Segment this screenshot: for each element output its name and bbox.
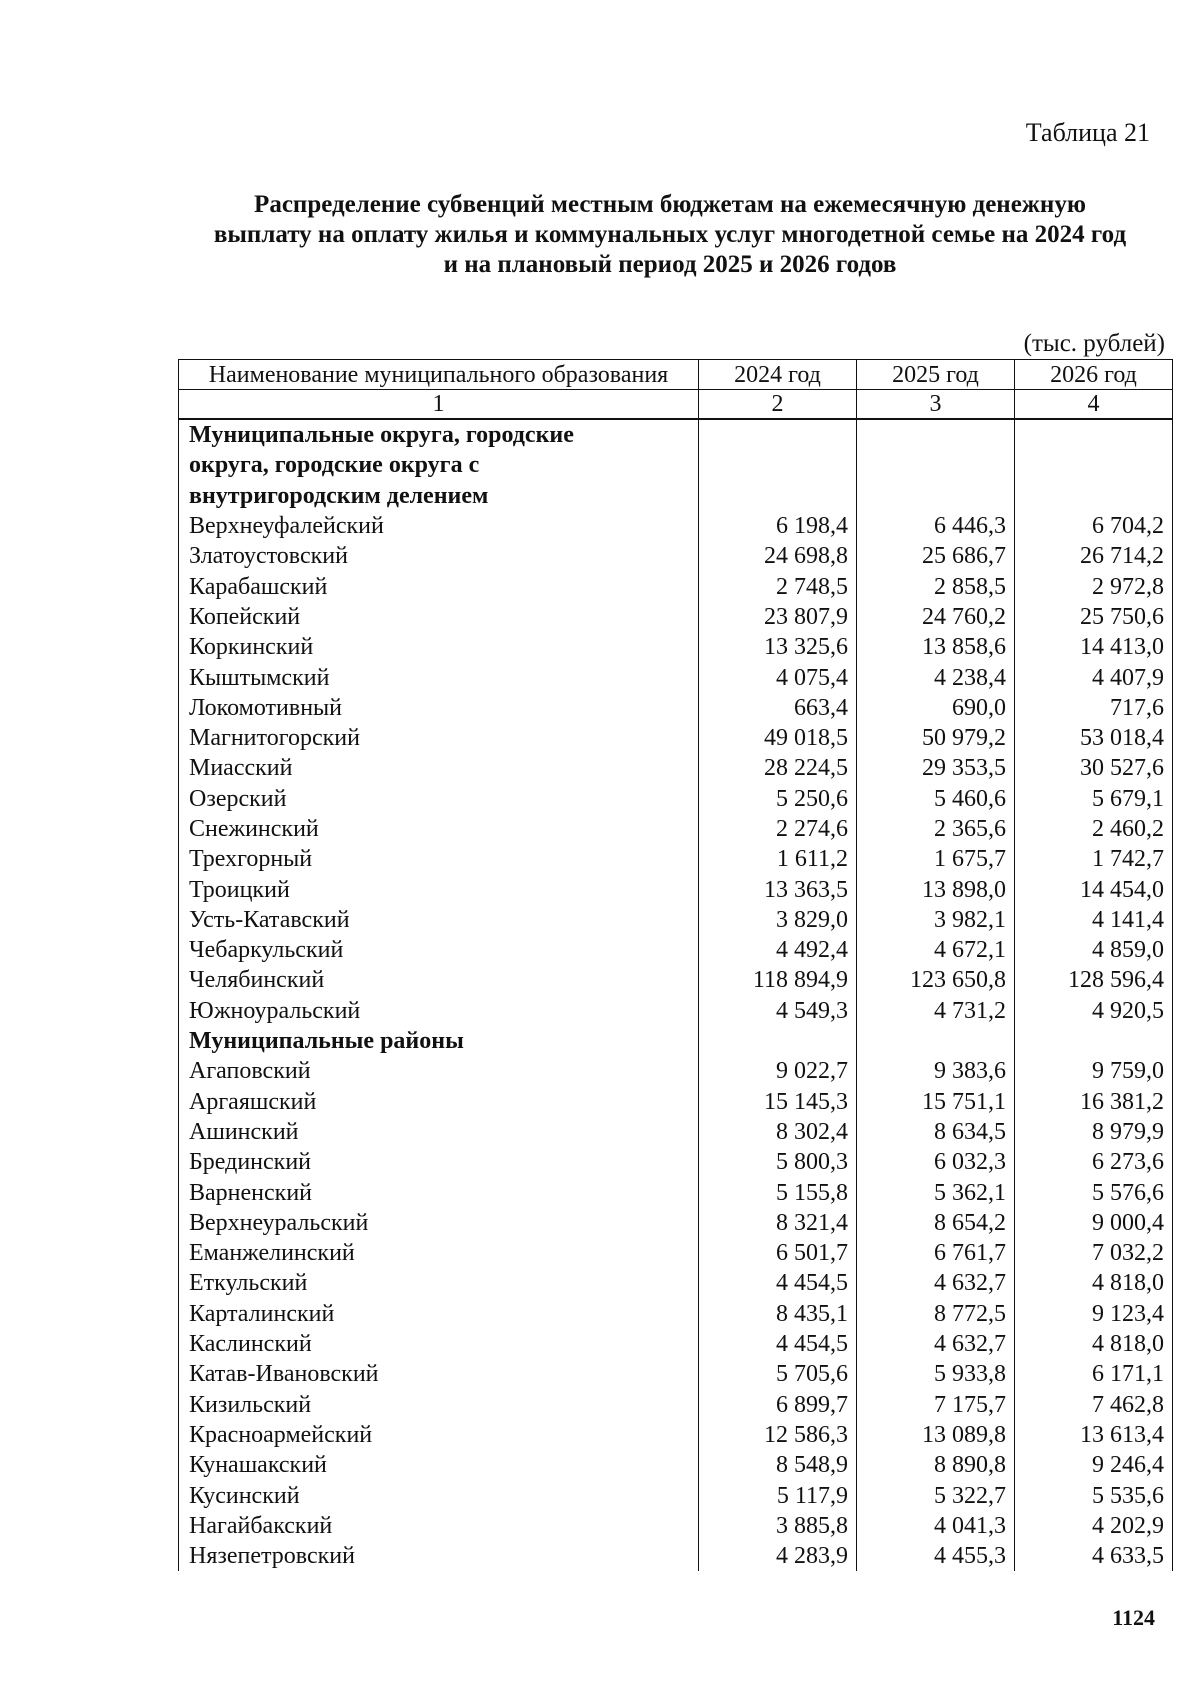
value-2026: 4 202,9	[1015, 1511, 1173, 1541]
municipality-name: Муниципальные округа, городские	[179, 419, 699, 450]
value-2024: 6 198,4	[699, 511, 857, 541]
value-2025: 4 672,1	[857, 935, 1015, 965]
value-2026: 4 920,5	[1015, 996, 1173, 1026]
value-2025: 13 898,0	[857, 874, 1015, 904]
municipality-name: Красноармейский	[179, 1420, 699, 1450]
municipality-name: Снежинский	[179, 814, 699, 844]
municipality-name: Варненский	[179, 1177, 699, 1207]
table-row	[179, 1147, 1173, 1177]
value-2024: 6 501,7	[699, 1238, 857, 1268]
value-2025: 29 353,5	[857, 753, 1015, 783]
table-row	[179, 996, 1173, 1026]
value-2026: 30 527,6	[1015, 753, 1173, 783]
column-number: 1	[179, 390, 699, 420]
municipality-name: Златоустовский	[179, 541, 699, 571]
table-row	[179, 1359, 1173, 1389]
value-2025	[857, 419, 1015, 450]
subvention-table	[178, 359, 1173, 1571]
value-2025: 8 890,8	[857, 1450, 1015, 1480]
municipality-name: Магнитогорский	[179, 723, 699, 753]
value-2025: 5 322,7	[857, 1480, 1015, 1510]
municipality-name: Троицкий	[179, 874, 699, 904]
value-2026: 2 972,8	[1015, 571, 1173, 601]
municipality-name: Трехгорный	[179, 844, 699, 874]
header-row	[179, 360, 1173, 390]
municipality-name: Усть-Катавский	[179, 905, 699, 935]
value-2024	[699, 419, 857, 450]
value-2025: 7 175,7	[857, 1390, 1015, 1420]
municipality-name: округа, городские округа с	[179, 450, 699, 480]
value-2026	[1015, 1026, 1173, 1056]
value-2025: 8 634,5	[857, 1117, 1015, 1147]
municipality-name: Коркинский	[179, 632, 699, 662]
value-2025: 123 650,8	[857, 965, 1015, 995]
table-row	[179, 1177, 1173, 1207]
value-2026: 5 535,6	[1015, 1480, 1173, 1510]
value-2026: 6 273,6	[1015, 1147, 1173, 1177]
column-number-row	[179, 390, 1173, 420]
value-2024: 12 586,3	[699, 1420, 857, 1450]
table-row	[179, 1541, 1173, 1571]
value-2025: 2 365,6	[857, 814, 1015, 844]
value-2026: 14 413,0	[1015, 632, 1173, 662]
table-row	[179, 844, 1173, 874]
value-2024: 4 492,4	[699, 935, 857, 965]
value-2024: 13 325,6	[699, 632, 857, 662]
municipality-name: Локомотивный	[179, 693, 699, 723]
value-2024: 28 224,5	[699, 753, 857, 783]
value-2026: 8 979,9	[1015, 1117, 1173, 1147]
value-2024: 5 155,8	[699, 1177, 857, 1207]
table-row	[179, 1511, 1173, 1541]
value-2024: 23 807,9	[699, 602, 857, 632]
value-2024: 15 145,3	[699, 1087, 857, 1117]
value-2025: 8 654,2	[857, 1208, 1015, 1238]
table-row	[179, 693, 1173, 723]
value-2026: 7 032,2	[1015, 1238, 1173, 1268]
value-2024: 24 698,8	[699, 541, 857, 571]
municipality-name: Южноуральский	[179, 996, 699, 1026]
municipality-name: Кусинский	[179, 1480, 699, 1510]
municipality-name: Брединский	[179, 1147, 699, 1177]
table-row	[179, 1208, 1173, 1238]
value-2025: 6 032,3	[857, 1147, 1015, 1177]
table-row	[179, 935, 1173, 965]
value-2024: 4 549,3	[699, 996, 857, 1026]
column-number: 3	[857, 390, 1015, 420]
table-row	[179, 874, 1173, 904]
value-2026	[1015, 481, 1173, 511]
value-2026: 4 141,4	[1015, 905, 1173, 935]
value-2024: 9 022,7	[699, 1056, 857, 1086]
column-number: 2	[699, 390, 857, 420]
value-2024: 3 829,0	[699, 905, 857, 935]
municipality-name: Нязепетровский	[179, 1541, 699, 1571]
value-2024: 2 274,6	[699, 814, 857, 844]
title-line: выплату на оплату жилья и коммунальных услуг многодетной семье на 2024 год	[213, 221, 1127, 248]
value-2026: 14 454,0	[1015, 874, 1173, 904]
value-2025: 5 362,1	[857, 1177, 1015, 1207]
value-2026: 5 679,1	[1015, 784, 1173, 814]
unit-label: (тыс. рублей)	[1023, 330, 1165, 357]
municipality-name: Верхнеуральский	[179, 1208, 699, 1238]
value-2025: 6 761,7	[857, 1238, 1015, 1268]
municipality-name: Еткульский	[179, 1268, 699, 1298]
table-row	[179, 1299, 1173, 1329]
municipality-name: Копейский	[179, 602, 699, 632]
value-2024	[699, 1026, 857, 1056]
value-2025: 690,0	[857, 693, 1015, 723]
header-2026: 2026 год	[1015, 360, 1173, 390]
value-2024: 663,4	[699, 693, 857, 723]
table-row	[179, 511, 1173, 541]
value-2025: 24 760,2	[857, 602, 1015, 632]
value-2026: 4 818,0	[1015, 1329, 1173, 1359]
value-2026: 4 818,0	[1015, 1268, 1173, 1298]
value-2026	[1015, 419, 1173, 450]
value-2025: 50 979,2	[857, 723, 1015, 753]
table-row	[179, 1117, 1173, 1147]
municipality-name: Катав-Ивановский	[179, 1359, 699, 1389]
value-2026: 25 750,6	[1015, 602, 1173, 632]
value-2026: 4 407,9	[1015, 662, 1173, 692]
header-2024: 2024 год	[699, 360, 857, 390]
value-2024: 4 283,9	[699, 1541, 857, 1571]
table-row	[179, 1056, 1173, 1086]
value-2025	[857, 450, 1015, 480]
table-row	[179, 602, 1173, 632]
value-2025: 8 772,5	[857, 1299, 1015, 1329]
table-row	[179, 1329, 1173, 1359]
page-number: 1124	[1112, 1605, 1155, 1630]
header-municipality: Наименование муниципального образования	[179, 360, 699, 390]
value-2024: 5 800,3	[699, 1147, 857, 1177]
value-2024: 8 548,9	[699, 1450, 857, 1480]
municipality-name: Кыштымский	[179, 662, 699, 692]
municipality-name: Муниципальные районы	[179, 1026, 699, 1056]
value-2025: 15 751,1	[857, 1087, 1015, 1117]
value-2026: 53 018,4	[1015, 723, 1173, 753]
value-2024: 5 250,6	[699, 784, 857, 814]
table-row	[179, 541, 1173, 571]
value-2025	[857, 481, 1015, 511]
value-2024: 49 018,5	[699, 723, 857, 753]
title-line: и на плановый период 2025 и 2026 годов	[443, 251, 897, 278]
value-2024: 2 748,5	[699, 571, 857, 601]
value-2026: 9 246,4	[1015, 1450, 1173, 1480]
value-2024: 5 705,6	[699, 1359, 857, 1389]
section-header-row	[179, 419, 1173, 450]
value-2026: 6 704,2	[1015, 511, 1173, 541]
header-2025: 2025 год	[857, 360, 1015, 390]
municipality-name: Миасский	[179, 753, 699, 783]
value-2026: 13 613,4	[1015, 1420, 1173, 1450]
municipality-name: Карабашский	[179, 571, 699, 601]
table-row	[179, 905, 1173, 935]
municipality-name: Кизильский	[179, 1390, 699, 1420]
table-row	[179, 1087, 1173, 1117]
table-row	[179, 814, 1173, 844]
value-2025: 25 686,7	[857, 541, 1015, 571]
title-line: Распределение субвенций местным бюджетам на ежемесячную денежную	[254, 191, 1086, 218]
table-body	[179, 419, 1173, 1571]
value-2025: 4 731,2	[857, 996, 1015, 1026]
municipality-name: Карталинский	[179, 1299, 699, 1329]
municipality-name: Челябинский	[179, 965, 699, 995]
value-2025: 13 858,6	[857, 632, 1015, 662]
value-2024: 118 894,9	[699, 965, 857, 995]
table-row	[179, 1480, 1173, 1510]
value-2026: 6 171,1	[1015, 1359, 1173, 1389]
section-header-row	[179, 481, 1173, 511]
table-row	[179, 1268, 1173, 1298]
value-2025: 4 041,3	[857, 1511, 1015, 1541]
value-2024: 4 454,5	[699, 1329, 857, 1359]
value-2024	[699, 450, 857, 480]
section-header-row	[179, 450, 1173, 480]
municipality-name: Верхнеуфалейский	[179, 511, 699, 541]
value-2024	[699, 481, 857, 511]
value-2026: 26 714,2	[1015, 541, 1173, 571]
table-row	[179, 1450, 1173, 1480]
value-2026: 2 460,2	[1015, 814, 1173, 844]
value-2026: 1 742,7	[1015, 844, 1173, 874]
table-number-label: Таблица 21	[1025, 118, 1150, 147]
municipality-name: Агаповский	[179, 1056, 699, 1086]
value-2025: 1 675,7	[857, 844, 1015, 874]
value-2025: 5 933,8	[857, 1359, 1015, 1389]
value-2025: 13 089,8	[857, 1420, 1015, 1450]
value-2024: 1 611,2	[699, 844, 857, 874]
value-2026: 128 596,4	[1015, 965, 1173, 995]
value-2025: 4 632,7	[857, 1329, 1015, 1359]
municipality-name: внутригородским делением	[179, 481, 699, 511]
value-2024: 3 885,8	[699, 1511, 857, 1541]
table-row	[179, 1238, 1173, 1268]
column-number: 4	[1015, 390, 1173, 420]
value-2024: 8 435,1	[699, 1299, 857, 1329]
municipality-name: Чебаркульский	[179, 935, 699, 965]
value-2025: 4 632,7	[857, 1268, 1015, 1298]
value-2025: 6 446,3	[857, 511, 1015, 541]
table-row	[179, 632, 1173, 662]
value-2026: 9 000,4	[1015, 1208, 1173, 1238]
value-2024: 8 302,4	[699, 1117, 857, 1147]
value-2026: 5 576,6	[1015, 1177, 1173, 1207]
section-header-row	[179, 1026, 1173, 1056]
table-row	[179, 1390, 1173, 1420]
value-2025: 2 858,5	[857, 571, 1015, 601]
value-2025: 4 238,4	[857, 662, 1015, 692]
value-2026: 4 859,0	[1015, 935, 1173, 965]
municipality-name: Озерский	[179, 784, 699, 814]
municipality-name: Кунашакский	[179, 1450, 699, 1480]
value-2024: 5 117,9	[699, 1480, 857, 1510]
value-2026: 9 759,0	[1015, 1056, 1173, 1086]
municipality-name: Аргаяшский	[179, 1087, 699, 1117]
municipality-name: Нагайбакский	[179, 1511, 699, 1541]
value-2026: 717,6	[1015, 693, 1173, 723]
value-2026: 16 381,2	[1015, 1087, 1173, 1117]
table-row	[179, 571, 1173, 601]
value-2024: 6 899,7	[699, 1390, 857, 1420]
value-2025: 5 460,6	[857, 784, 1015, 814]
value-2025	[857, 1026, 1015, 1056]
table-row	[179, 784, 1173, 814]
table-row	[179, 723, 1173, 753]
table-row	[179, 753, 1173, 783]
value-2026: 7 462,8	[1015, 1390, 1173, 1420]
document-title	[160, 190, 1180, 280]
value-2025: 4 455,3	[857, 1541, 1015, 1571]
municipality-name: Еманжелинский	[179, 1238, 699, 1268]
value-2025: 9 383,6	[857, 1056, 1015, 1086]
value-2024: 4 454,5	[699, 1268, 857, 1298]
table-row	[179, 662, 1173, 692]
value-2024: 13 363,5	[699, 874, 857, 904]
municipality-name: Каслинский	[179, 1329, 699, 1359]
value-2025: 3 982,1	[857, 905, 1015, 935]
value-2024: 8 321,4	[699, 1208, 857, 1238]
table-row	[179, 965, 1173, 995]
table-row	[179, 1420, 1173, 1450]
value-2026: 4 633,5	[1015, 1541, 1173, 1571]
value-2024: 4 075,4	[699, 662, 857, 692]
value-2026: 9 123,4	[1015, 1299, 1173, 1329]
value-2026	[1015, 450, 1173, 480]
municipality-name: Ашинский	[179, 1117, 699, 1147]
